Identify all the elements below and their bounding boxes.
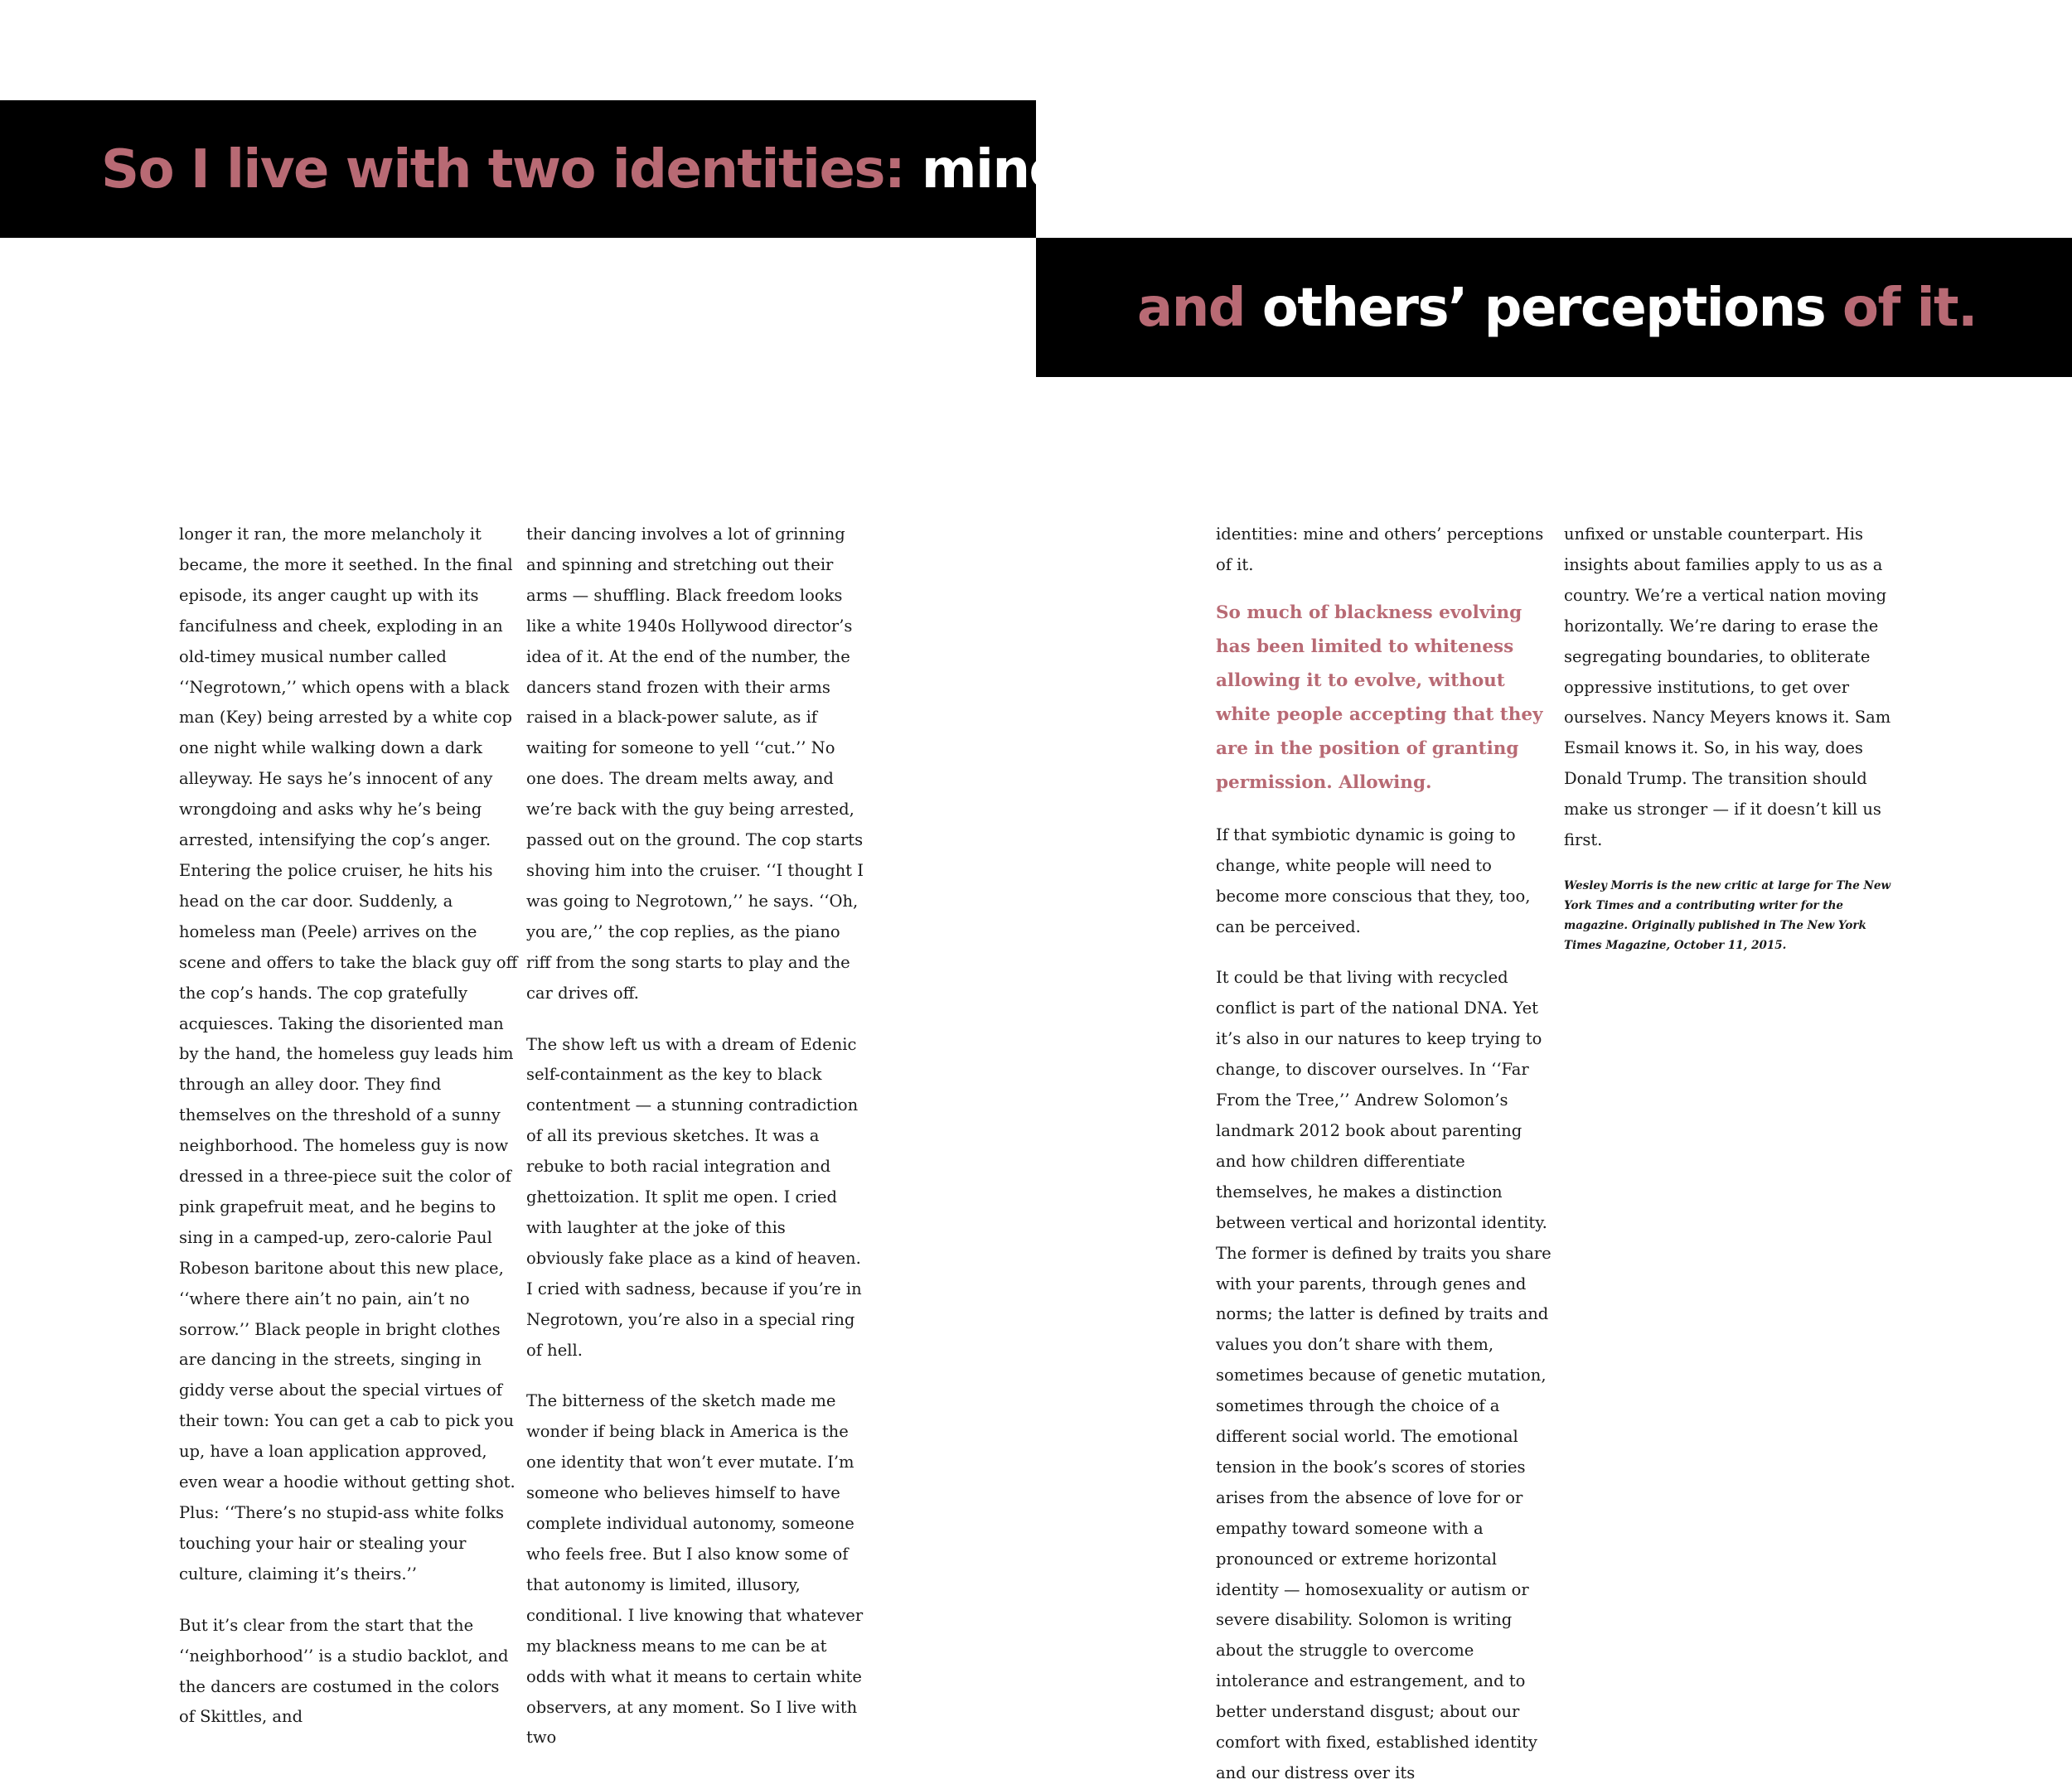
- text-column-2: [526, 520, 866, 1753]
- pull-quote: So much of blackness evolving has been limited to whiteness allowing it to evolve, without white people accepting that they are in the position of granting permission. Allowing.: [1216, 602, 1543, 793]
- headline-part-rose: of it.: [1842, 278, 1977, 339]
- headline-part-white: mine: [921, 139, 1064, 201]
- body-paragraph: identities: mine and others’ perceptions of it.: [1216, 525, 1544, 574]
- headline-banner-top: [0, 100, 1064, 238]
- headline-line-1: [101, 100, 1064, 201]
- body-paragraph: The bitterness of the sketch made me wonder if being black in America is the one identity that won’t ever mutate. I’m someone who believes himself to have complete individual autonomy, someone who feels free. But I also know some of that autonomy is limited, illusory, conditional. I live knowing that whatever my blackness means to me can be at odds with what it means to certain white observers, at any moment. So I live with two: [526, 1391, 864, 1748]
- headline-line-2: [1137, 238, 2072, 339]
- body-paragraph: It could be that living with recycled conflict is part of the national DNA. Yet it’s also in our natures to keep trying to change, to discover ourselves. In ‘‘Far From the Tree,’’ Andrew Solomon’s landmark 2012 book about parenting and how children differentiate themselves, he makes a distinction between vertical and horizontal identity. The former is defined by traits you share with your parents, through genes and norms; the latter is defined by traits and values you don’t share with them, sometimes because of genetic mutation, sometimes through the choice of a different social world. The emotional tension in the book’s scores of stories arises from the absence of love for or empathy toward someone with a pronounced or extreme horizontal identity — homosexuality or autism or severe disability. Solomon is writing about the struggle to overcome intolerance and estrangement, and to better understand disgust; about our comfort with fixed, established identity and our distress over its: [1216, 968, 1552, 1782]
- body-paragraph: their dancing involves a lot of grinning and spinning and stretching out their arms — shuffling. Black freedom looks like a white 1940s Hollywood director’s idea of it. At the end of the number, the dancers stand frozen with their arms raised in a black-power salute, as if waiting for someone to yell ‘‘cut.’’ No one does. The dream melts away, and we’re back with the guy being arrested, passed out on the ground. The cop starts shoving him into the cruiser. ‘‘I thought I was going to Negrotown,’’ he says. ‘‘Oh, you are,’’ the cop replies, as the piano riff from the song starts to play and the car drives off.: [526, 525, 864, 1003]
- body-paragraph: unfixed or unstable counterpart. His insights about families apply to us as a country. We’re a vertical nation moving horizontally. We’re daring to erase the segregating boundaries, to obliterate oppressive institutions, to get over ourselves. Nancy Meyers knows it. Sam Esmail knows it. So, in his way, does Donald Trump. The transition should make us stronger — if it doesn’t kill us first.: [1564, 525, 1891, 850]
- headline-part-white: others’ perceptions: [1261, 278, 1826, 339]
- text-column-1: [179, 520, 519, 1733]
- headline-part-rose: and: [1137, 278, 1246, 339]
- headline-banner-bottom: [1036, 238, 2072, 377]
- author-credit: Wesley Morris is the new critic at large for The New York Times and a contributing writer for the magazine. Originally published in The New York Times Magazine, October 11, 2015.: [1564, 878, 1891, 952]
- body-paragraph: But it’s clear from the start that the ‘‘neighborhood’’ is a studio backlot, and the dancers are costumed in the colors of Skittles, and: [179, 1615, 509, 1727]
- text-column-3: [1216, 520, 1556, 1789]
- text-column-4: [1564, 520, 1895, 955]
- body-paragraph: If that symbiotic dynamic is going to change, white people will need to become more conscious that they, too, can be perceived.: [1216, 824, 1531, 936]
- headline-part-rose: So I live with two identities:: [101, 139, 905, 201]
- body-paragraph: The show left us with a dream of Edenic self-containment as the key to black contentment — a stunning contradiction of all its previous sketches. It was a rebuke to both racial integration and ghettoization. It split me open. I cried with laughter at the joke of this obviously fake place as a kind of heaven. I cried with sadness, because if you’re in Negrotown, you’re also in a special ring of hell.: [526, 1034, 862, 1360]
- body-paragraph: longer it ran, the more melancholy it became, the more it seethed. In the final episode, its anger caught up with its fancifulness and cheek, exploding in an old-timey musical number called ‘‘Negrotown,’’ which opens with a black man (Key) being arrested by a white cop one night while walking down a dark alleyway. He says he’s innocent of any wrongdoing and asks why he’s being arrested, intensifying the cop’s anger. Entering the police cruiser, he hits his head on the car door. Suddenly, a homeless man (Peele) arrives on the scene and offers to take the black guy off the cop’s hands. The cop gratefully acquiesces. Taking the disoriented man by the hand, the homeless guy leads him through an alley door. They find themselves on the threshold of a sunny neighborhood. The homeless guy is now dressed in a three-piece suit the color of pink grapefruit meat, and he begins to sing in a camped-up, zero-calorie Paul Robeson baritone about this new place, ‘‘where there ain’t no pain, ain’t no sorrow.’’ Black people in bright clothes are dancing in the streets, singing in giddy verse about the special virtues of their town: You can get a cab to pick you up, have a loan application approved, even wear a hoodie without getting shot. Plus: ‘‘There’s no stupid-ass white folks touching your hair or stealing your culture, claiming it’s theirs.’’: [179, 525, 518, 1584]
